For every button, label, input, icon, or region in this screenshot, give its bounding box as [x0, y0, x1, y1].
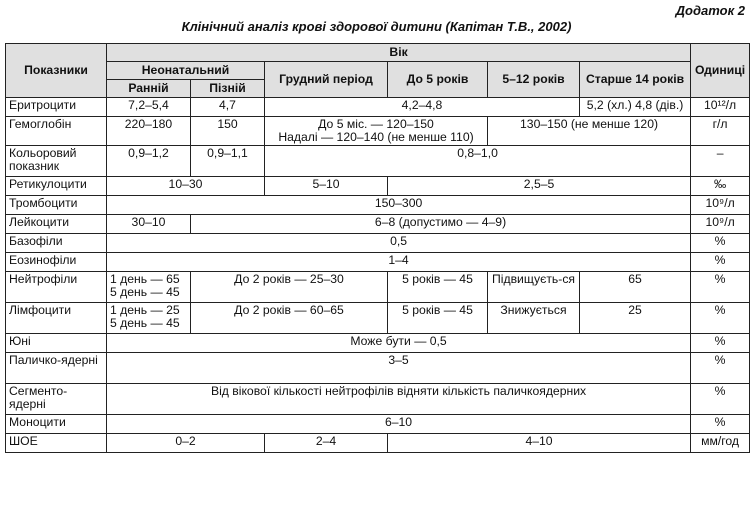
cell-all: 6–10 [107, 415, 691, 434]
row-erythrocytes [6, 98, 750, 117]
cell-unit: % [691, 253, 750, 272]
row-name: Лейкоцити [6, 215, 107, 234]
cell-rest: 6–8 (допустимо — 4–9) [191, 215, 691, 234]
cell-all: 3–5 [107, 353, 691, 384]
row-name: Лімфоцити [6, 303, 107, 334]
header-infant: Грудний період [265, 62, 388, 98]
header-neonatal: Неонатальний [107, 62, 265, 80]
row-young [6, 334, 750, 353]
cell-over14: 65 [580, 272, 691, 303]
cell-5y: 5 років — 45 [388, 303, 488, 334]
row-name: Кольоровий показник [6, 146, 107, 177]
cell-right: 130–150 (не менше 120) [488, 117, 691, 146]
row-esr [6, 434, 750, 453]
cell-late: 0,9–1,1 [191, 146, 265, 177]
cell-early: 0,9–1,2 [107, 146, 191, 177]
cell-unit: % [691, 353, 750, 384]
cell-unit: % [691, 303, 750, 334]
header-5-12: 5–12 років [488, 62, 580, 98]
cell-late: 150 [191, 117, 265, 146]
cell-mid [265, 117, 488, 146]
cell-early: 30–10 [107, 215, 191, 234]
header-early: Ранній [107, 80, 191, 98]
row-hemoglobin [6, 117, 750, 146]
row-name: Еозинофіли [6, 253, 107, 272]
row-name: Базофіли [6, 234, 107, 253]
lympho-day1: 1 день — 25 [110, 303, 180, 317]
header-units: Одиниці [691, 44, 750, 98]
cell-late: 4,7 [191, 98, 265, 117]
cell-unit: 10⁹/л [691, 196, 750, 215]
row-name: Сегменто-ядерні [6, 384, 107, 415]
cell-neonatal-days [107, 272, 191, 303]
row-lymphocytes [6, 303, 750, 334]
cell-rest: 2,5–5 [388, 177, 691, 196]
cell-unit: 10¹²/л [691, 98, 750, 117]
hemo-line-2: Надалі — 120–140 (не менше 110) [278, 130, 474, 144]
row-name: Еритроцити [6, 98, 107, 117]
cell-rest: 0,8–1,0 [265, 146, 691, 177]
cell-all: 1–4 [107, 253, 691, 272]
cell-to2: До 2 років — 60–65 [191, 303, 388, 334]
cell-early: 7,2–5,4 [107, 98, 191, 117]
header-row-1 [6, 44, 750, 62]
row-color-index [6, 146, 750, 177]
row-thrombocytes [6, 196, 750, 215]
header-to5: До 5 років [388, 62, 488, 98]
hemo-line-1: До 5 міс. — 120–150 [318, 117, 434, 131]
cell-all: Від вікової кількості нейтрофілів відняти кількість паличкоядерних [107, 384, 691, 415]
cell-unit: ‰ [691, 177, 750, 196]
cell-unit: – [691, 146, 750, 177]
header-late: Пізній [191, 80, 265, 98]
cell-over14: 5,2 (хл.) 4,8 (дів.) [580, 98, 691, 117]
lympho-day5: 5 день — 45 [110, 316, 180, 330]
cell-all: 0,5 [107, 234, 691, 253]
cell-neonatal: 10–30 [107, 177, 265, 196]
cell-trend: Підвищуєть-ся [488, 272, 580, 303]
cell-infant: 5–10 [265, 177, 388, 196]
cell-unit: % [691, 334, 750, 353]
cell-neonatal-days [107, 303, 191, 334]
row-name: ШОЕ [6, 434, 107, 453]
header-indicators: Показники [6, 44, 107, 98]
cell-unit: г/л [691, 117, 750, 146]
cell-unit: % [691, 234, 750, 253]
row-name: Юні [6, 334, 107, 353]
row-neutrophils [6, 272, 750, 303]
appendix-label: Додаток 2 [675, 3, 745, 18]
header-over14: Старше 14 років [580, 62, 691, 98]
cell-trend: Знижується [488, 303, 580, 334]
cell-infant: 2–4 [265, 434, 388, 453]
row-name: Гемоглобін [6, 117, 107, 146]
row-segmented [6, 384, 750, 415]
row-band [6, 353, 750, 384]
cell-rest: 4–10 [388, 434, 691, 453]
cell-mid: 4,2–4,8 [265, 98, 580, 117]
cell-unit: % [691, 272, 750, 303]
cell-unit: 10⁹/л [691, 215, 750, 234]
row-leukocytes [6, 215, 750, 234]
header-age: Вік [107, 44, 691, 62]
row-name: Моноцити [6, 415, 107, 434]
cell-early: 220–180 [107, 117, 191, 146]
row-name: Нейтрофіли [6, 272, 107, 303]
cell-neonatal: 0–2 [107, 434, 265, 453]
document-title: Клінічний аналіз крові здорової дитини (Капітан Т.В., 2002) [181, 19, 572, 34]
header-row-2 [6, 62, 750, 80]
row-monocytes [6, 415, 750, 434]
row-name: Паличко-ядерні [6, 353, 107, 384]
row-basophils [6, 234, 750, 253]
cell-unit: % [691, 415, 750, 434]
row-reticulocytes [6, 177, 750, 196]
cell-5y: 5 років — 45 [388, 272, 488, 303]
neutro-day1: 1 день — 65 [110, 272, 180, 286]
row-name: Тромбоцити [6, 196, 107, 215]
row-name: Ретикулоцити [6, 177, 107, 196]
cell-all: Може бути — 0,5 [107, 334, 691, 353]
cell-unit: % [691, 384, 750, 415]
cell-to2: До 2 років — 25–30 [191, 272, 388, 303]
cell-over14: 25 [580, 303, 691, 334]
neutro-day5: 5 день — 45 [110, 285, 180, 299]
row-eosinophils [6, 253, 750, 272]
cell-unit: мм/год [691, 434, 750, 453]
cell-all: 150–300 [107, 196, 691, 215]
blood-analysis-table [5, 43, 750, 453]
